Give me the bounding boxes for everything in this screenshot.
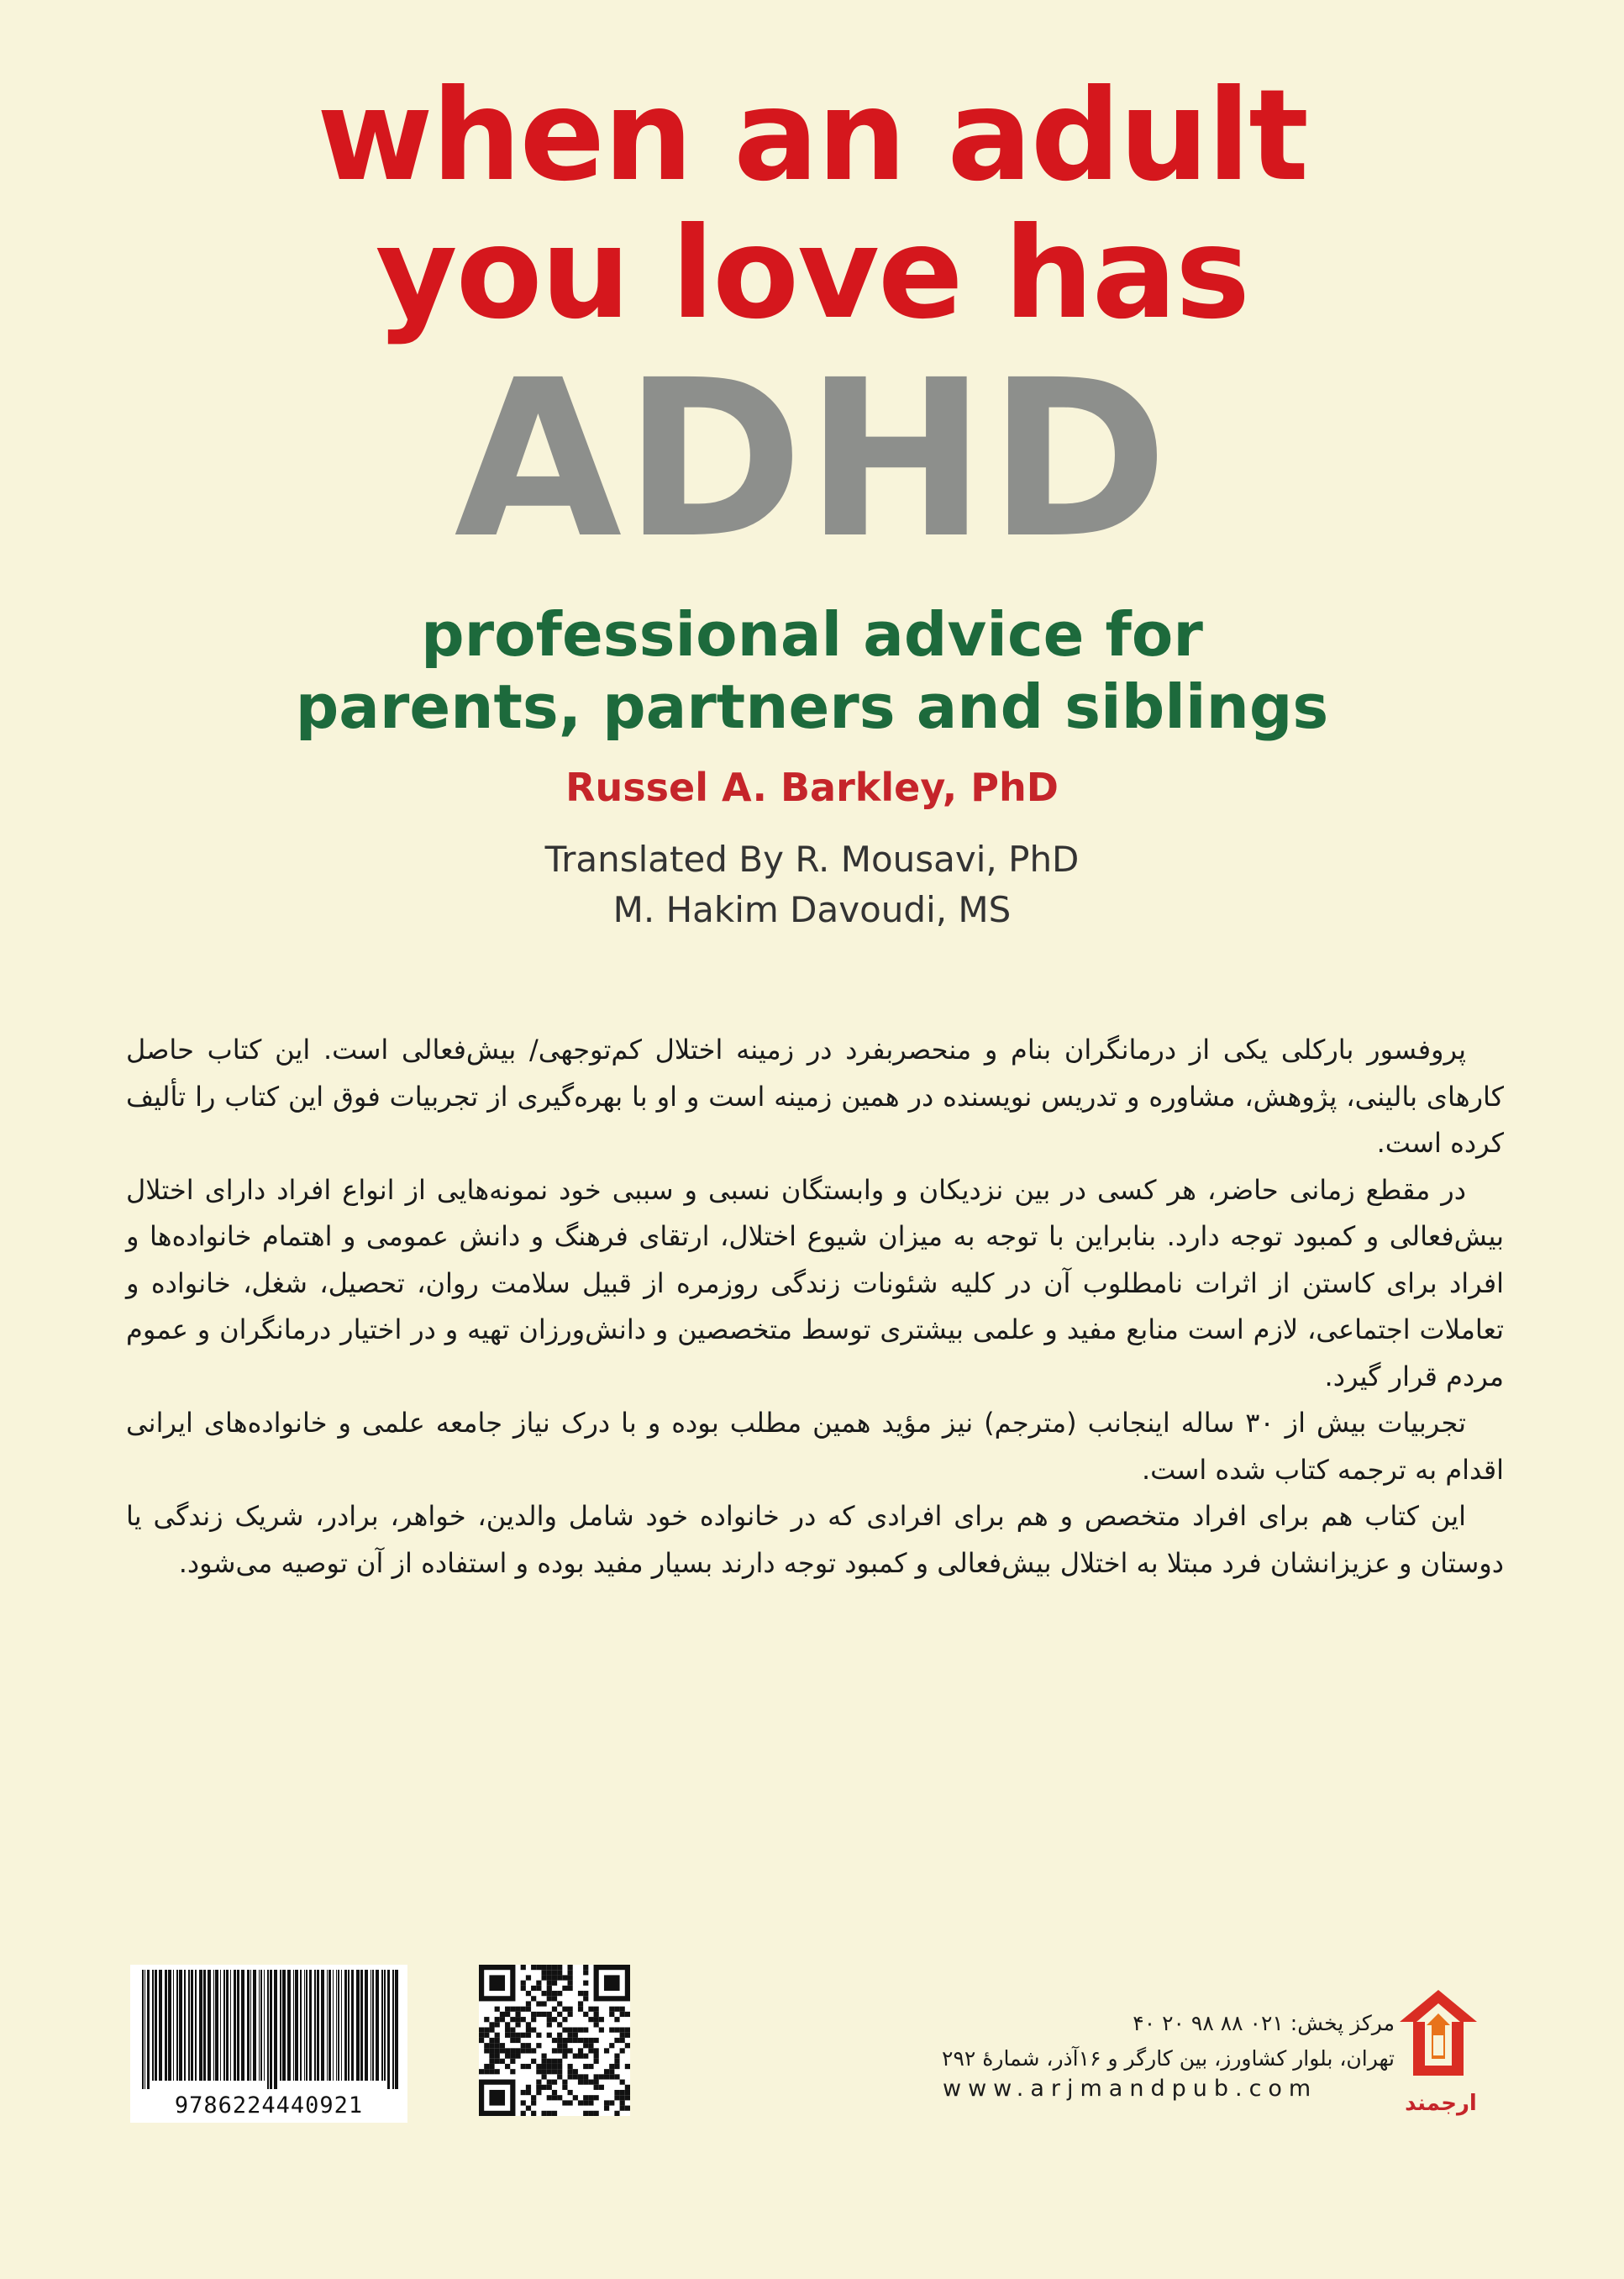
publisher-logo-label: ارجمند: [1405, 2091, 1477, 2116]
barcode-bars: [130, 1965, 407, 2091]
blurb-paragraph-3: تجربیات بیش از ۳۰ ساله اینجانب (مترجم) نیز مؤید همین مطلب بوده و با درک نیاز جامعه علمی و خانواده‌های ایرانی اقدام به ترجمه کتاب شده است.: [126, 1407, 1504, 1486]
title-line-1: when an adult: [317, 63, 1307, 209]
publisher-distribution: مرکز پخش: ۰۲۱ ۸۸ ۹۸ ۲۰ ۴۰: [1133, 2011, 1395, 2035]
translator-line-1: Translated By R. Mousavi, PhD: [544, 839, 1080, 880]
publisher-website: www.arjmandpub.com: [943, 2076, 1318, 2102]
qr-code: [479, 1965, 630, 2116]
publisher-logo-icon: [1396, 1988, 1480, 2087]
author-name: Russel A. Barkley, PhD: [565, 765, 1059, 810]
subtitle-line-1: professional advice for: [421, 599, 1203, 670]
blurb-paragraph-4: این کتاب هم برای افراد متخصص و هم برای افرادی که در خانواده خود شامل والدین، خواهر، برادر، شریک زندگی یا دوستان و عزیزانشان فرد مبتلا به اختلال بیش‌فعالی و کمبود توجه دارند بسیار مفید بوده و استفاده از آن توصیه می‌شود.: [126, 1500, 1504, 1579]
publisher-address: تهران، بلوار کشاورز، بین کارگر و ۱۶آذر، شمارهٔ ۲۹۲: [942, 2046, 1395, 2071]
blurb-paragraph-2: در مقطع زمانی حاضر، هر کسی در بین نزدیکان و وابستگان نسبی و سببی خود نمونه‌هایی از انواع افراد دارای اختلال بیش‌فعالی و کمبود توجه دارد. بنابراین با توجه به میزان شیوع اختلال، ارتقای فرهنگ و دانش عمومی و اهتمام خانواده‌ها و افراد برای کاستن از اثرات نامطلوب آن در کلیه شئونات زندگی روزمره از قبیل سلامت روان، تحصیل، شغل، خانواده و تعاملات اجتماعی، لازم است منابع مفید و علمی بیشتری توسط متخصصین و دانش‌ورزان تهیه و در اختیار درمانگران و عموم مردم قرار گیرد.: [126, 1173, 1504, 1392]
blurb-paragraph-1: پروفسور بارکلی یکی از درمانگران بنام و منحصربفرد در زمینه اختلال کم‌توجهی/ بیش‌فعالی است. این کتاب حاصل کارهای بالینی، پژوهش، مشاوره و تدریس نویسنده در همین زمینه است و او با بهره‌گیری از تجربیات فوق این کتاب را تألیف کرده است.: [126, 1034, 1504, 1159]
translator-line-2: M. Hakim Davoudi, MS: [612, 889, 1012, 930]
barcode-digits: 9786224440921: [174, 2092, 364, 2118]
persian-blurb: [126, 1027, 1504, 1587]
subtitle-line-2: parents, partners and siblings: [295, 671, 1329, 742]
title-adhd: ADHD: [454, 334, 1170, 586]
title-line-2: you love has: [375, 201, 1249, 347]
isbn-barcode: [130, 1965, 407, 2123]
